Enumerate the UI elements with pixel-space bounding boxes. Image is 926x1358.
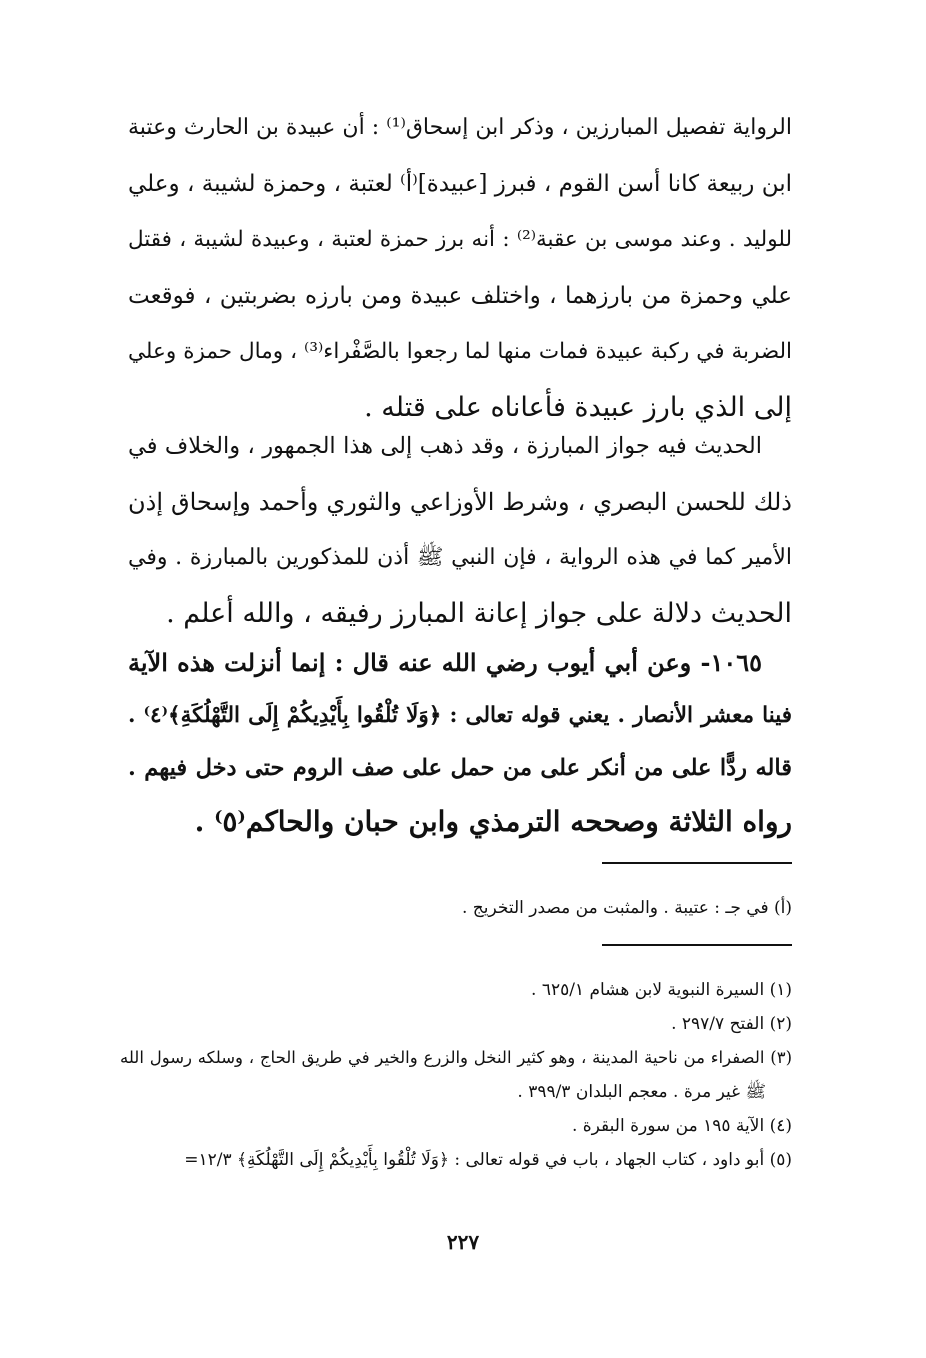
hadith-line: ١٠٦٥- وعن أبي أيوب رضي الله عنه قال : إنما أنزلت هذه الآية [128, 648, 762, 677]
text-line: الرواية تفصيل المبارزين ، وذكر ابن إسحاق⁽¹⁾ : أن عبيدة بن الحارث وعتبة [128, 115, 792, 140]
footnotes [120, 973, 792, 1177]
text-line: الأمير كما في هذه الرواية ، فإن النبي ﷺ أذن للمذكورين بالمبارزة . وفي [128, 545, 792, 570]
paragraph-1 [128, 100, 792, 436]
footnote-2: (٢) الفتح ٢٩٧/٧ . [671, 1014, 792, 1034]
text-line: للوليد . وعند موسى بن عقبة⁽²⁾ : أنه برز حمزة لعتبة ، وعبيدة لشيبة ، فقتل [128, 227, 792, 252]
text-line: علي وحمزة من بارزهما ، واختلف عبيدة ومن بارزه بضربتين ، فوقعت [128, 283, 792, 309]
footnote-4: (٤) الآية ١٩٥ من سورة البقرة . [571, 1116, 792, 1136]
footnote-1: (١) السيرة النبوية لابن هشام ٦٢٥/١ . [531, 980, 792, 1000]
text-line: الحديث فيه جواز المبارزة ، وقد ذهب إلى هذا الجمهور ، والخلاف في [128, 433, 762, 459]
paragraph-2 [128, 418, 792, 642]
text-line: إلى الذي بارز عبيدة فأعاناه على قتله . [364, 392, 792, 423]
text-line: ابن ربيعة كانا أسن القوم ، فبرز [عبيدة]⁽أ⁾ لعتبة ، وحمزة لشيبة ، وعلي [128, 171, 792, 197]
hadith-paragraph [128, 636, 792, 848]
footnote-3-continued: ﷺ غير مرة . معجم البلدان ٣٩٩/٣ . [517, 1082, 766, 1102]
hadith-line: قاله ردًّا على من أنكر على من حمل على صف الروم حتى دخل فيهم . [128, 755, 792, 781]
footnote-separator [602, 862, 792, 864]
text-line: الحديث دلالة على جواز إعانة المبارز رفيقه ، والله أعلم . [166, 598, 792, 629]
footnote-5: (٥) أبو داود ، كتاب الجهاد ، باب في قوله تعالى : ﴿وَلَا تُلْقُوا بِأَيْدِيكُمْ إِلَى التَّهْلُكَةِ﴾ ١٢/٣= [184, 1150, 792, 1170]
footnote-3: (٣) الصفراء من ناحية المدينة ، وهو كثير النخل والزرع والخير في طريق الحاج ، وسلكه رسول الله [120, 1048, 792, 1067]
hadith-line: فينا معشر الأنصار . يعني قوله تعالى : ﴿وَلَا تُلْقُوا بِأَيْدِيكُمْ إِلَى التَّهْلُكَةِ﴾⁽٤⁾ . [128, 703, 792, 728]
text-line: ذلك للحسن البصري ، وشرط الأوزاعي والثوري وأحمد وإسحاق إذن [128, 488, 792, 516]
text-line: الضربة في ركبة عبيدة فمات منها لما رجعوا بالصَّفْراء⁽³⁾ ، ومال حمزة وعلي [128, 339, 792, 364]
variant-note: (أ) في جـ : عتيبة . والمثبت من مصدر التخريج . [461, 898, 792, 918]
hadith-line: رواه الثلاثة وصححه الترمذي وابن حبان والحاكم⁽٥⁾ . [194, 805, 792, 838]
variant-notes [120, 891, 792, 925]
footnote-separator-2 [602, 944, 792, 946]
page-number: ٢٢٧ [446, 1230, 480, 1254]
